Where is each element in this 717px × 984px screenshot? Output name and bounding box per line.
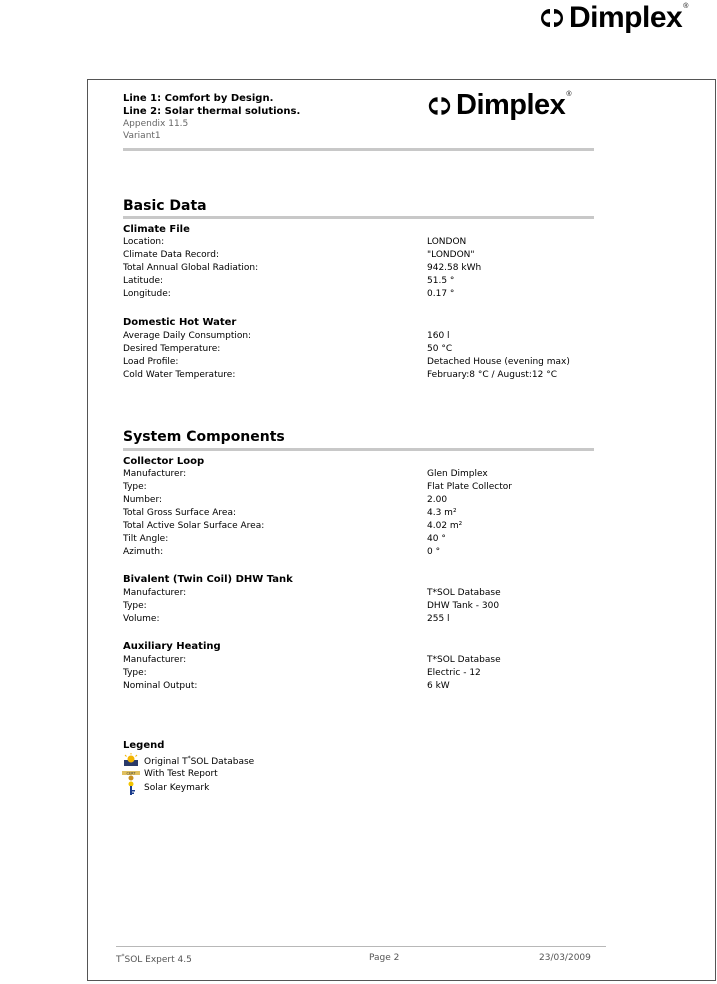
- system-components-title: System Components: [123, 429, 285, 445]
- header-appendix: Appendix 11.5: [123, 119, 189, 129]
- row-value: 4.02 m²: [427, 521, 463, 531]
- row-value: 40 °: [427, 534, 446, 544]
- dimplex-mark-icon: [535, 6, 569, 30]
- table-row: [123, 275, 603, 288]
- sun-database-icon: [122, 753, 140, 767]
- table-row: [123, 680, 603, 693]
- domestic-hot-water-title: Domestic Hot Water: [123, 317, 237, 328]
- solar-keymark-icon: [122, 781, 140, 795]
- row-label: Latitude:: [123, 276, 164, 286]
- test-report-icon: [122, 767, 140, 781]
- table-row: [123, 494, 603, 507]
- dimplex-mark-icon: [423, 94, 456, 118]
- table-row: [123, 330, 603, 343]
- row-label: Desired Temperature:: [123, 344, 221, 354]
- row-value: February:8 °C / August:12 °C: [427, 370, 558, 380]
- brand-name: Dimplex: [456, 89, 566, 121]
- table-row: [123, 654, 603, 667]
- registered-mark: ®: [566, 91, 571, 98]
- row-label: Climate Data Record:: [123, 250, 219, 260]
- table-row: [123, 236, 603, 249]
- table-row: [123, 343, 603, 356]
- table-row: [123, 520, 603, 533]
- table-row: [123, 587, 603, 600]
- row-label: Manufacturer:: [123, 588, 187, 598]
- row-label: Azimuth:: [123, 547, 164, 557]
- footer-date: 23/03/2009: [539, 953, 591, 963]
- basic-data-title: Basic Data: [123, 198, 207, 214]
- row-value: 0.17 °: [427, 289, 455, 299]
- row-label: Volume:: [123, 614, 160, 624]
- dimplex-logo: [535, 1, 688, 35]
- table-row: [123, 533, 603, 546]
- table-row: [123, 667, 603, 680]
- legend-item-database: [122, 753, 254, 767]
- row-label: Longitude:: [123, 289, 171, 299]
- auxiliary-heating-title: Auxiliary Heating: [123, 641, 221, 652]
- row-value: Detached House (evening max): [427, 357, 570, 367]
- header-variant: Variant1: [123, 131, 161, 141]
- footer-page-number: Page 2: [369, 953, 400, 963]
- brand-name: Dimplex: [569, 1, 683, 34]
- row-label: Location:: [123, 237, 165, 247]
- row-label: Type:: [123, 482, 147, 492]
- table-row: [123, 481, 603, 494]
- header-line-2: Line 2: Solar thermal solutions.: [123, 106, 301, 117]
- table-row: [123, 249, 603, 262]
- row-label: Load Profile:: [123, 357, 179, 367]
- header-line-1: Line 1: Comfort by Design.: [123, 93, 274, 104]
- table-row: [123, 356, 603, 369]
- row-value: 0 °: [427, 547, 441, 557]
- table-row: [123, 369, 603, 382]
- row-label: Average Daily Consumption:: [123, 331, 252, 341]
- row-value: 50 °C: [427, 344, 453, 354]
- row-value: T*SOL Database: [427, 655, 501, 665]
- table-row: [123, 288, 603, 301]
- row-value: "LONDON": [427, 250, 475, 260]
- row-label: Total Annual Global Radiation:: [123, 263, 259, 273]
- row-label: Total Gross Surface Area:: [123, 508, 236, 518]
- legend-label: With Test Report: [144, 769, 218, 779]
- row-value: Glen Dimplex: [427, 469, 488, 479]
- row-value: 255 l: [427, 614, 450, 624]
- row-value: 51.5 °: [427, 276, 455, 286]
- report-page: [87, 79, 716, 981]
- row-label: Type:: [123, 668, 147, 678]
- row-label: Tilt Angle:: [123, 534, 169, 544]
- footer-product: T*SOL Expert 4.5: [116, 953, 192, 965]
- row-value: 942.58 kWh: [427, 263, 482, 273]
- collector-loop-title: Collector Loop: [123, 456, 205, 467]
- row-value: 6 kW: [427, 681, 450, 691]
- row-value: Electric - 12: [427, 668, 481, 678]
- row-label: Manufacturer:: [123, 655, 187, 665]
- table-row: [123, 262, 603, 275]
- registered-mark: ®: [683, 2, 688, 10]
- row-value: DHW Tank - 300: [427, 601, 500, 611]
- row-label: Cold Water Temperature:: [123, 370, 236, 380]
- row-value: 160 l: [427, 331, 450, 341]
- table-row: [123, 546, 603, 559]
- dhw-tank-title: Bivalent (Twin Coil) DHW Tank: [123, 574, 293, 585]
- legend-item-keymark: [122, 781, 209, 795]
- legend-label: Original T*SOL Database: [144, 754, 255, 767]
- section-rule: [123, 216, 594, 219]
- legend-label: Solar Keymark: [144, 783, 210, 793]
- row-label: Nominal Output:: [123, 681, 198, 691]
- svg-text:CERT: CERT: [126, 771, 136, 776]
- row-label: Total Active Solar Surface Area:: [123, 521, 265, 531]
- report-dimplex-logo: [423, 89, 571, 122]
- footer-rule: [116, 946, 606, 947]
- table-row: [123, 507, 603, 520]
- table-row: [123, 613, 603, 626]
- row-label: Manufacturer:: [123, 469, 187, 479]
- row-value: LONDON: [427, 237, 467, 247]
- row-label: Number:: [123, 495, 163, 505]
- table-row: [123, 600, 603, 613]
- row-value: 2.00: [427, 495, 448, 505]
- legend-title: Legend: [123, 740, 165, 751]
- table-row: [123, 468, 603, 481]
- climate-file-title: Climate File: [123, 224, 190, 235]
- row-value: T*SOL Database: [427, 588, 501, 598]
- row-value: 4.3 m²: [427, 508, 457, 518]
- section-rule: [123, 448, 594, 451]
- row-value: Flat Plate Collector: [427, 482, 512, 492]
- row-label: Type:: [123, 601, 147, 611]
- legend-item-test-report: [122, 767, 218, 781]
- header-rule: [123, 148, 594, 151]
